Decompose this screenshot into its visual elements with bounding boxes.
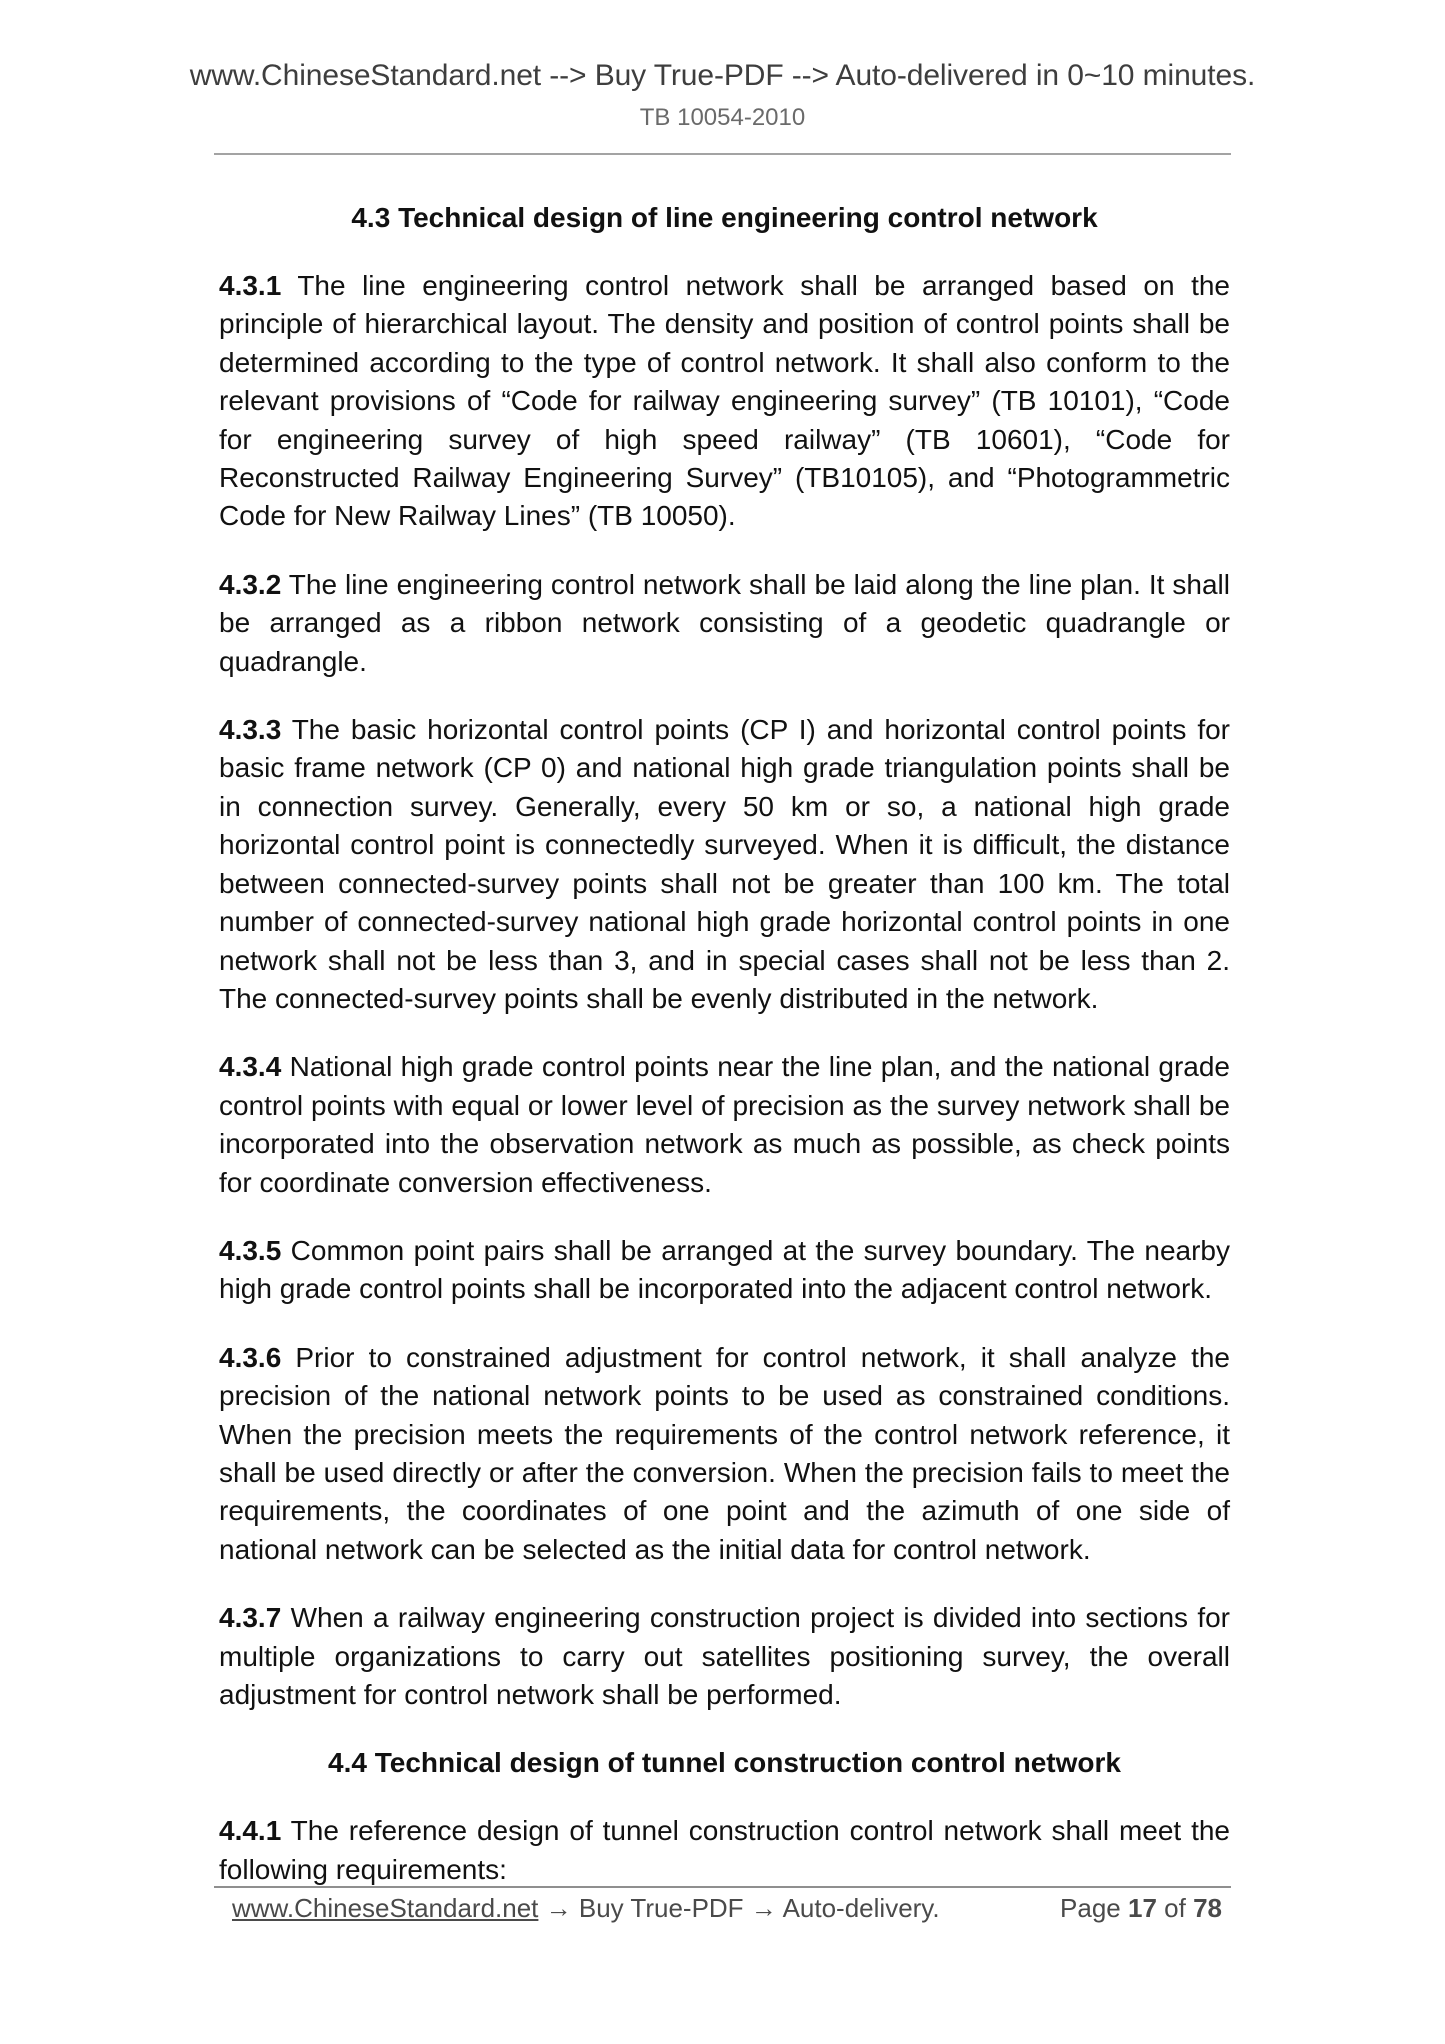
- section-heading-4-3: 4.3 Technical design of line engineering control network: [351, 202, 1098, 233]
- clause-number: 4.3.4: [219, 1051, 282, 1083]
- clause-number: 4.3.6: [219, 1341, 282, 1373]
- clause-number: 4.3.1: [219, 270, 282, 301]
- clause-number: 4.3.7: [219, 1602, 282, 1634]
- clause-text: Common point pairs shall be arranged at the survey boundary. The nearby high grade control points shall be incorporated into the adjacent control network.: [219, 1234, 1231, 1305]
- page-label: Page: [1060, 1893, 1121, 1923]
- clause-text: The basic horizontal control points (CP I) and horizontal control points for basic frame network (CP 0) and national high grade triangulation points shall be in connection survey. Generally, every 50 km or so, a national high grade horizontal control point is connectedly surveyed. When it is difficult, the distance between connected-survey points shall not be greater than 100 km. The total number of connected-survey national high grade horizontal control points in one network shall not be less than 3, and in special cases shall not be less than 2. The connected-survey points shall be evenly distributed in the network.: [219, 714, 1230, 1014]
- footer-promo-text: → Buy True-PDF → Auto-delivery.: [538, 1893, 940, 1923]
- current-page: 17: [1128, 1893, 1157, 1923]
- clause-text: National high grade control points near the line plan, and the national grade control points with equal or lower level of precision as the survey network shall be incorporated into the observation network as much as possible, as check points for coordinate conversion effectiveness.: [219, 1051, 1231, 1198]
- total-pages: 78: [1193, 1893, 1222, 1923]
- page-content: [219, 199, 1230, 1919]
- clause-number: 4.3.5: [219, 1234, 282, 1266]
- clause-4-3-3: [219, 711, 1230, 1018]
- clause-4-3-6: [219, 1339, 1230, 1569]
- page-of-label: of: [1164, 1893, 1186, 1923]
- clause-4-3-1: [219, 267, 1230, 536]
- page-number: [1060, 1893, 1222, 1923]
- clause-text: Prior to constrained adjustment for control network, it shall analyze the precision of the national network points to be used as constrained conditions. When the precision meets the requirements of the control network reference, it shall be used directly or after the conversion. When the precision fails to meet the requirements, the coordinates of one point and the azimuth of one side of national network can be selected as the initial data for control network.: [219, 1341, 1230, 1565]
- clause-4-3-2: [219, 566, 1230, 681]
- header-banner: www.ChineseStandard.net --> Buy True-PDF --> Auto-delivered in 0~10 minutes.: [189, 59, 1256, 92]
- footer-divider: [214, 1886, 1231, 1888]
- clause-number: 4.4.1: [219, 1815, 282, 1847]
- footer-website-link[interactable]: www.ChineseStandard.net: [232, 1893, 539, 1923]
- clause-text: The reference design of tunnel construction control network shall meet the following requirements:: [219, 1815, 1230, 1885]
- clause-4-3-7: [219, 1599, 1230, 1714]
- clause-4-4-1: [219, 1812, 1230, 1889]
- clause-number: 4.3.3: [219, 714, 282, 746]
- document-id: TB 10054-2010: [639, 104, 806, 131]
- clause-text: The line engineering control network shall be arranged based on the principle of hierarchical layout. The density and position of control points shall be determined according to the type of control network. It shall also conform to the relevant provisions of “Code for railway engineering survey” (TB 10101), “Code for engineering survey of high speed railway” (TB 10601), “Code for Reconstructed Railway Engineering Survey” (TB10105), and “Photogrammetric Code for New Railway Lines” (TB 10050).: [219, 270, 1230, 532]
- page-footer: [232, 1893, 1222, 1925]
- footer-promo: [232, 1893, 940, 1923]
- clause-4-3-5: [219, 1232, 1230, 1309]
- page-header: [0, 58, 1445, 132]
- header-divider: [214, 153, 1231, 155]
- section-heading-4-4: 4.4 Technical design of tunnel construction control network: [328, 1747, 1121, 1779]
- clause-text: When a railway engineering construction project is divided into sections for multiple organizations to carry out satellites positioning survey, the overall adjustment for control network shall be performed.: [219, 1602, 1230, 1710]
- clause-text: The line engineering control network shall be laid along the line plan. It shall be arranged as a ribbon network consisting of a geodetic quadrangle or quadrangle.: [219, 568, 1230, 677]
- clause-number: 4.3.2: [219, 568, 282, 600]
- clause-4-3-4: [219, 1048, 1230, 1202]
